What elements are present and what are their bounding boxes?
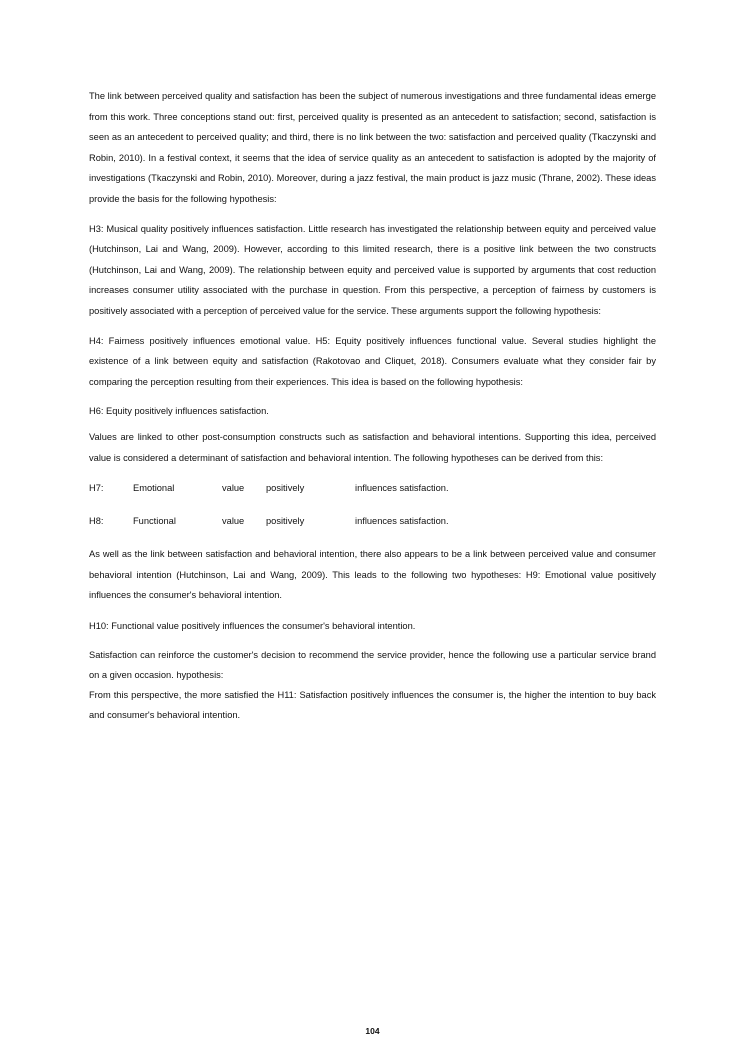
page-number: 104 [365,1026,380,1036]
paragraph-quality-satisfaction: The link between perceived quality and satisfaction has been the subject of numerous investigations and three fundamental ideas emerge from this work. Three conceptions stand out: first, perceived quality is presented as an antecedent to satisfaction; second, satisfaction is seen as an antecedent to perceived quality; and third, there is no link between the two: satisfaction and perceived quality (Tkaczynski and Robin, 2010). In a festival context, it seems that the idea of service quality as an antecedent to satisfaction is adopted by the majority of investigations (Tkaczynski and Robin, 2010). Moreover, during a jazz festival, the main product is jazz music (Thrane, 2002). These ideas provide the basis for the following hypothesis: [89,91,656,204]
paragraph-values: Values are linked to other post-consumption constructs such as satisfaction and behavioral intentions. Supporting this idea, perceived value is considered a determinant of satisfaction and behavioral intention. The following hypotheses can be derived from this: [89,431,656,463]
hypothesis-word: value [222,483,245,494]
paragraph-h3: H3: Musical quality positively influences satisfaction. Little research has investigated the relationship between equity and perceived value (Hutchinson, Lai and Wang, 2009). However, according to this limited research, there is a positive link between the two constructs (Hutchinson, Lai and Wang, 2009). The relationship between equity and perceived value is supported by arguments that cost reduction increases consumer utility associated with the purchase in question. From this perspective, a perception of fairness by customers is positively associated with a perception of perceived value for the service. These arguments support the following hypothesis: [89,223,656,316]
hypothesis-word: value [222,516,245,527]
hypothesis-row-h7 [89,478,656,499]
paragraph-h10: H10: Functional value positively influences the consumer's behavioral intention. [89,620,416,631]
hypothesis-rest: influences satisfaction. [355,483,449,494]
paragraph-h9: As well as the link between satisfaction and behavioral intention, there also appears to be a link between perceived value and consumer behavioral intention (Hutchinson, Lai and Wang, 2009). This leads to the following two hypotheses: H9: Emotional value positively influences the consumer's behavioral intention. [89,549,656,601]
hypothesis-row-h8 [89,511,656,532]
paragraph-h4-h5: H4: Fairness positively influences emotional value. H5: Equity positively influences functional value. Several studies highlight the existence of a link between equity and satisfaction (Rakotovao and Cliquet, 2018). Consumers evaluate what they consider fair by comparing the perception resulting from their experiences. This idea is based on the following hypothesis: [89,335,656,387]
hypothesis-construct: Emotional [133,483,175,494]
hypothesis-construct: Functional [133,516,176,527]
paragraph-h6: H6: Equity positively influences satisfaction. [89,406,269,417]
hypothesis-id: H7: [89,483,104,494]
hypothesis-id: H8: [89,516,104,527]
hypothesis-word: positively [266,483,305,494]
hypothesis-word: positively [266,516,305,527]
body-text [89,86,656,725]
hypothesis-rest: influences satisfaction. [355,516,449,527]
paragraph-recommend: Satisfaction can reinforce the customer's decision to recommend the service provider, hence the following use a particular service brand on a given occasion. hypothesis: [89,650,656,681]
paragraph-h11: From this perspective, the more satisfied the H11: Satisfaction positively influences the consumer is, the higher the intention to buy back and consumer's behavioral intention. [89,690,656,721]
